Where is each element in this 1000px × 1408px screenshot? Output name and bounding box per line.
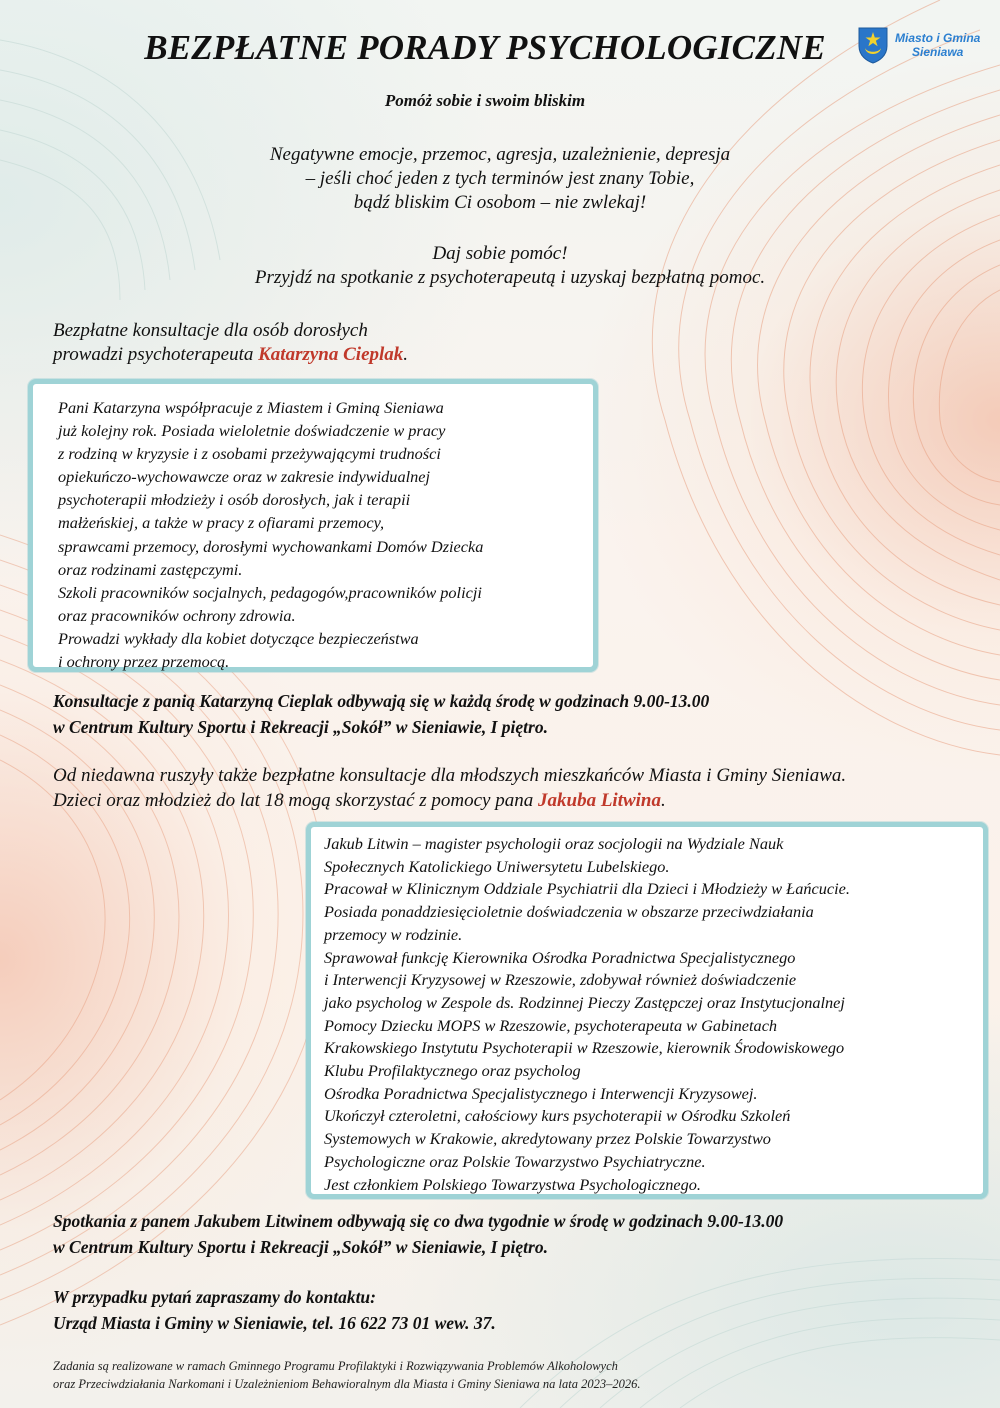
bio-line: Sprawował funkcję Kierownika Ośrodka Poradnictwa Specjalistycznego	[324, 947, 796, 967]
therapist-name-jakub: Jakuba Litwina	[538, 790, 661, 811]
bio-line: Ukończył czteroletni, całościowy kurs psychoterapii w Ośrodku Szkoleń	[324, 1106, 791, 1126]
adult-intro-line: prowadzi psychoterapeuta Katarzyna Cieplak.	[53, 344, 409, 365]
jakub-schedule	[53, 1208, 783, 1260]
katarzyna-bio-box	[28, 379, 598, 672]
contact-line: Urząd Miasta i Gminy w Sieniawie, tel. 16 622 73 01 wew. 37.	[53, 1313, 496, 1333]
bio-line: Społecznych Katolickiego Uniwersytetu Lubelskiego.	[324, 856, 670, 876]
bio-line: oraz rodzinami zastępczymi.	[58, 559, 243, 579]
bio-line: Pani Katarzyna współpracuje z Miastem i Gminą Sieniawa	[58, 398, 444, 417]
schedule-line: w Centrum Kultury Sportu i Rekreacji „Sokół” w Sieniawie, I piętro.	[53, 1237, 548, 1257]
bio-line: sprawcami przemocy, dorosłymi wychowankami Domów Dziecka	[58, 536, 484, 556]
bio-line: i Interwencji Kryzysowej w Rzeszowie, zdobywał również doświadczenie	[324, 970, 797, 990]
adult-consultation-intro	[53, 319, 408, 367]
schedule-line: w Centrum Kultury Sportu i Rekreacji „Sokół” w Sieniawie, I piętro.	[53, 717, 548, 737]
jakub-bio-box	[306, 822, 988, 1199]
bio-line: Pomocy Dziecku MOPS w Rzeszowie, psychoterapeuta w Gabinetach	[324, 1015, 778, 1035]
katarzyna-schedule	[53, 688, 709, 740]
bio-line: opiekuńczo-wychowawcze oraz w zakresie indywidualnej	[58, 467, 430, 487]
bio-line: jako psycholog w Zespole ds. Rodzinnej Pieczy Zastępczej oraz Instytucjonalnej	[324, 992, 845, 1012]
contact-info	[53, 1284, 496, 1336]
footnote-line: oraz Przeciwdziałania Narkomani i Uzależnieniom Behawioralnym dla Miasta i Gminy Sieniawa na lata 2023–2026.	[53, 1377, 641, 1391]
contact-line: W przypadku pytań zapraszamy do kontaktu:	[53, 1287, 376, 1307]
cta-line: Daj sobie pomóc!	[432, 243, 568, 264]
youth-intro-line: Dzieci oraz młodzież do lat 18 mogą skorzystać z pomocy pana Jakuba Litwina.	[53, 790, 666, 811]
bio-line: oraz pracowników ochrony zdrowia.	[58, 605, 296, 625]
schedule-line: Spotkania z panem Jakubem Litwinem odbywają się co dwa tygodnie w środę w godzinach 9.00-13.00	[53, 1211, 784, 1231]
bio-line: Jakub Litwin – magister psychologii oraz socjologii na Wydziale Nauk	[324, 834, 784, 853]
bio-line: Szkoli pracowników socjalnych, pedagogów,pracowników policji	[58, 582, 482, 602]
intro-line: bądź bliskim Ci osobom – nie zwlekaj!	[353, 192, 647, 213]
bio-line: Jest członkiem Polskiego Towarzystwa Psychologicznego.	[324, 1174, 701, 1194]
intro-paragraph	[0, 143, 1000, 215]
intro-line: – jeśli choć jeden z tych terminów jest znany Tobie,	[305, 168, 695, 189]
bio-line: Ośrodka Poradnictwa Specjalistycznego i Interwencji Kryzysowej.	[324, 1083, 758, 1103]
cta-line: Przyjdź na spotkanie z psychoterapeutą i uzyskaj bezpłatną pomoc.	[254, 267, 766, 288]
bio-line: Psychologiczne oraz Polskie Towarzystwo Psychiatryczne.	[324, 1151, 706, 1171]
therapist-name-katarzyna: Katarzyna Cieplak	[258, 344, 404, 365]
subtitle: Pomóż sobie i swoim bliskim	[384, 91, 586, 110]
youth-intro-line: Od niedawna ruszyły także bezpłatne konsultacje dla młodszych mieszkańców Miasta i Gminy Sieniawa.	[53, 765, 847, 786]
program-footnote	[53, 1357, 640, 1393]
bio-line: małżeńskiej, a także w pracy z ofiarami przemocy,	[58, 513, 385, 533]
bio-line: i ochrony przez przemocą.	[58, 652, 230, 672]
bio-line: psychoterapii młodzieży i osób dorosłych, jak i terapii	[58, 490, 411, 510]
adult-intro-line: Bezpłatne konsultacje dla osób dorosłych	[53, 320, 368, 341]
bio-line: już kolejny rok. Posiada wieloletnie doświadczenie w pracy	[58, 421, 446, 441]
page-title: BEZPŁATNE PORADY PSYCHOLOGICZNE	[144, 28, 826, 67]
bio-line: Posiada ponaddziesięcioletnie doświadczenia w obszarze przeciwdziałania	[324, 902, 814, 922]
bio-line: Systemowych w Krakowie, akredytowany przez Polskie Towarzystwo	[324, 1129, 771, 1149]
bio-line: Prowadzi wykłady dla kobiet dotyczące bezpieczeństwa	[58, 628, 419, 648]
footnote-line: Zadania są realizowane w ramach Gminnego Programu Profilaktyki i Rozwiązywania Problemów Alkoholowych	[53, 1359, 618, 1373]
schedule-line: Konsultacje z panią Katarzyną Cieplak odbywają się w każdą środę w godzinach 9.00-13.00	[53, 691, 710, 711]
bio-line: Klubu Profilaktycznego oraz psycholog	[324, 1061, 581, 1081]
bio-line: Krakowskiego Instytutu Psychoterapii w Rzeszowie, kierownik Środowiskowego	[324, 1038, 845, 1058]
bio-line: przemocy w rodzinie.	[324, 924, 463, 944]
youth-consultation-intro	[53, 763, 846, 813]
call-to-action	[0, 242, 1000, 290]
bio-line: z rodziną w kryzysie i z osobami przeżywającymi trudności	[58, 444, 441, 464]
intro-line: Negatywne emocje, przemoc, agresja, uzależnienie, depresja	[269, 144, 731, 165]
logo-text: Miasto i Gmina Sieniawa	[895, 31, 981, 59]
bio-line: Pracował w Klinicznym Oddziale Psychiatrii dla Dzieci i Młodzieży w Łańcucie.	[324, 879, 850, 899]
